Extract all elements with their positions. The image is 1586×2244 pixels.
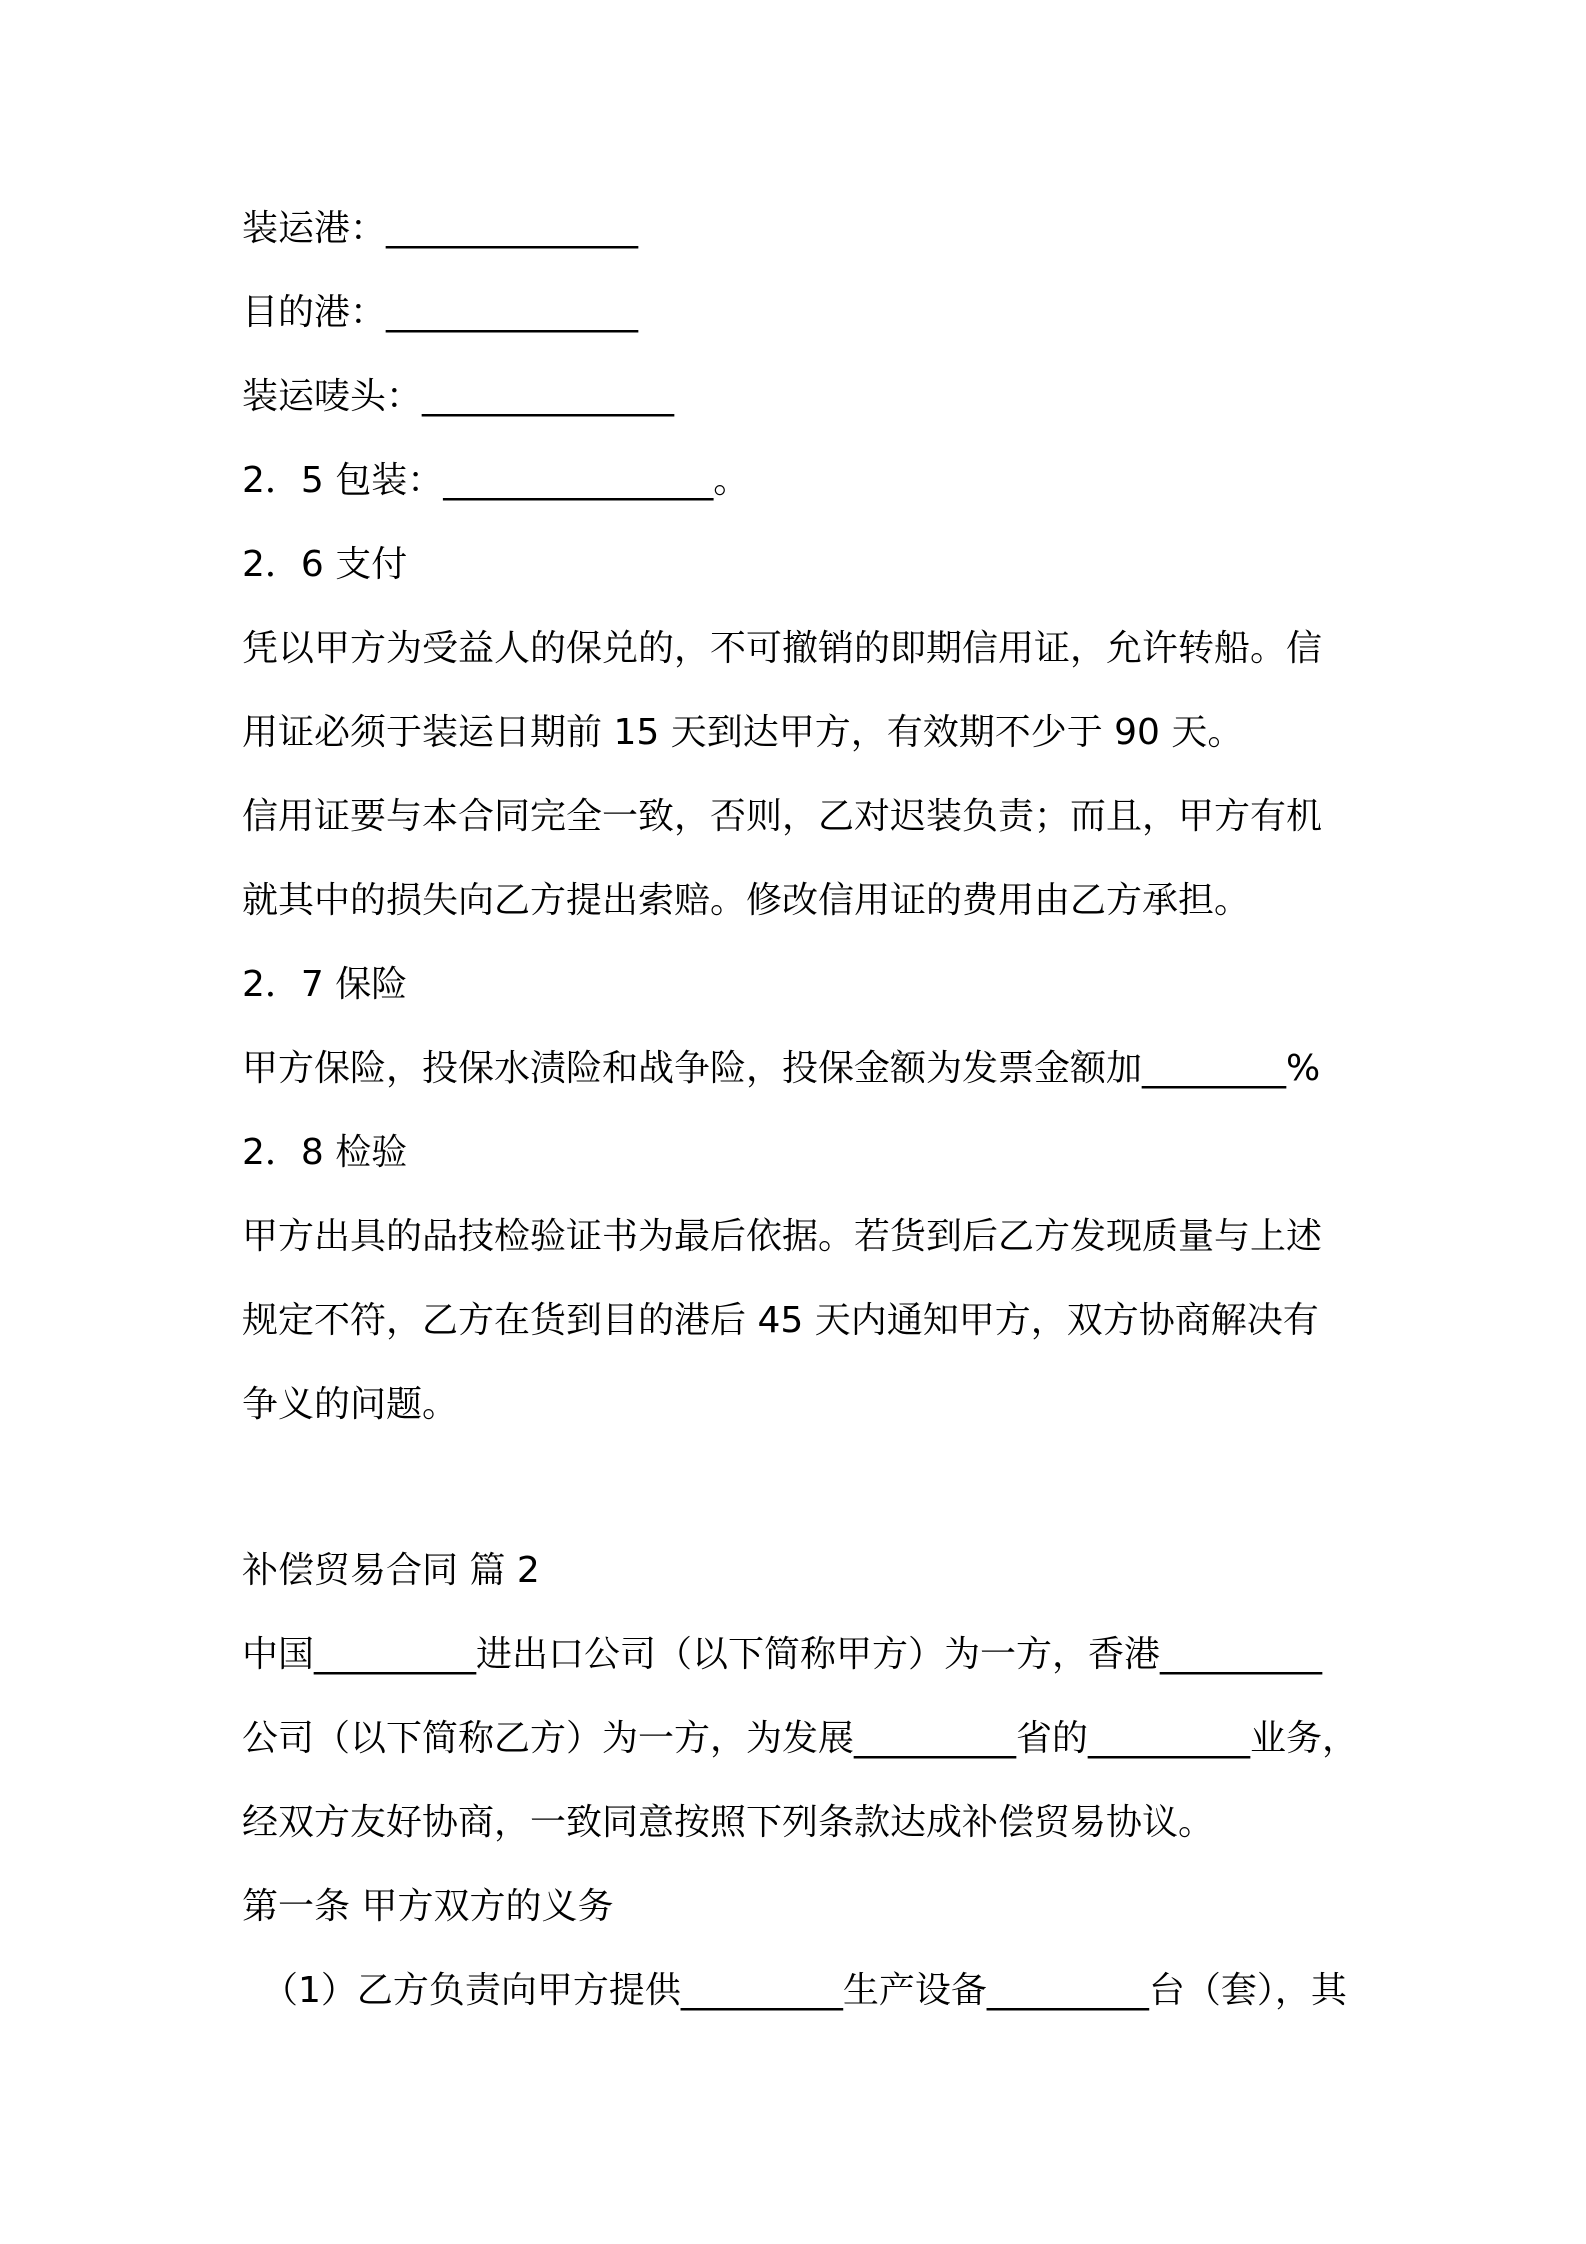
paragraph-line: 规定不符，乙方在货到目的港后 45 天内通知甲方，双方协商解决有 xyxy=(242,1300,1319,1341)
paragraph-line: 用证必须于装运日期前 15 天到达甲方，有效期不少于 90 天。 xyxy=(242,712,1244,753)
paragraph-line: 争义的问题。 xyxy=(242,1384,459,1425)
destination-port-line: 目的港：______________ xyxy=(242,292,639,333)
paragraph-line: 公司（以下简称乙方）为一方，为发展_________省的_________业务， xyxy=(242,1718,1359,1759)
paragraph-line: （1）乙方负责向甲方提供_________生产设备_________台（套），其 xyxy=(262,1970,1347,2011)
loading-port-line: 装运港：______________ xyxy=(242,208,639,249)
paragraph-line: 经双方友好协商，一致同意按照下列条款达成补偿贸易协议。 xyxy=(242,1802,1215,1843)
inspection-heading: 2．8 检验 xyxy=(242,1132,408,1173)
paragraph-line: 中国_________进出口公司（以下简称甲方）为一方，香港_________ xyxy=(242,1634,1323,1675)
insurance-heading: 2．7 保险 xyxy=(242,964,408,1005)
article-heading: 第一条 甲方双方的义务 xyxy=(242,1886,614,1927)
paragraph-line: 凭以甲方为受益人的保兑的，不可撤销的即期信用证，允许转船。信 xyxy=(242,628,1323,669)
payment-heading: 2．6 支付 xyxy=(242,544,408,585)
paragraph-line: 就其中的损失向乙方提出索赔。修改信用证的费用由乙方承担。 xyxy=(242,880,1251,921)
packing-clause-line: 2．5 包装：_______________。 xyxy=(242,460,750,501)
section-title: 补偿贸易合同 篇 2 xyxy=(242,1550,540,1591)
paragraph-line: 甲方保险，投保水渍险和战争险，投保金额为发票金额加________% xyxy=(242,1048,1321,1089)
paragraph-line: 甲方出具的品技检验证书为最后依据。若货到后乙方发现质量与上述 xyxy=(242,1216,1323,1257)
paragraph-line: 信用证要与本合同完全一致，否则，乙对迟装负责；而且，甲方有机 xyxy=(242,796,1323,837)
shipping-mark-line: 装运唛头：______________ xyxy=(242,376,675,417)
